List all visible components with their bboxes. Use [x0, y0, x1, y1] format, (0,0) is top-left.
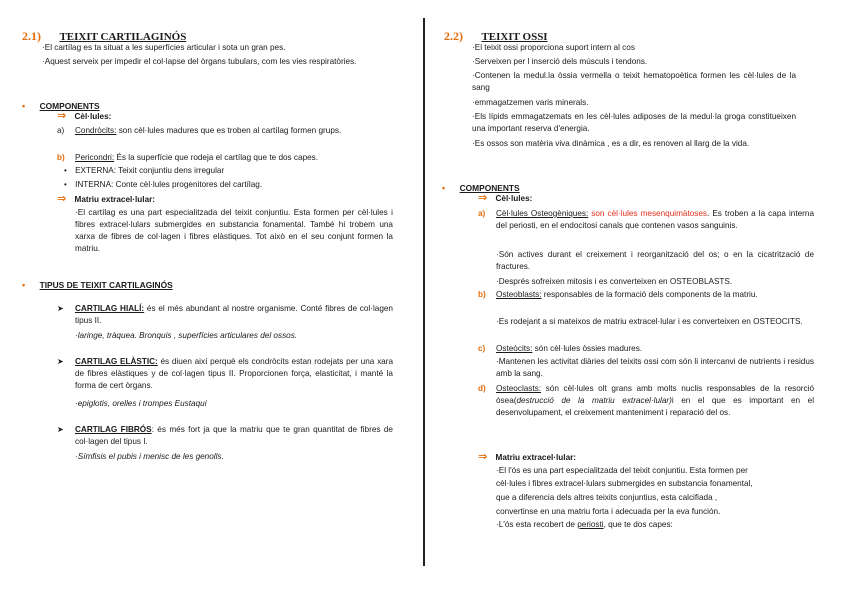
letter-c: c): [478, 344, 486, 353]
layer-item: • INTERNA: Conte cèl·lules progenitores del cartílag.: [64, 180, 263, 189]
intro-line: ·Serveixen per l inserció dels músculs i tendons.: [472, 57, 648, 66]
matrix-text: ·El cartílag es una part especialitzada del teixit conjuntiu. Esta formen per cèl·lules i fibres extracel·lulars submergides en substancia fonamental. També hi trobem una xarxa de fibres de col·lagen i fibres elàstiques. Tot això en el seu conjunt formen la matriu.: [75, 208, 393, 253]
section-number: 2.1): [22, 29, 41, 43]
cells-heading: ⇒ Cèl·lules:: [57, 110, 112, 122]
bullet-dot-icon: •: [442, 183, 446, 193]
arrow-right-icon: ⇒: [57, 193, 67, 205]
osteogenic-extra: ·Són actives durant el creixement i reorganització del os; o en la cicatrització de fractures.: [496, 250, 814, 271]
bullet-dot-icon: •: [22, 101, 26, 111]
arrow-right-icon: ⇒: [478, 192, 488, 204]
triangle-bullet-icon: ➤: [57, 357, 64, 366]
hyaline-cartilage: CARTILAG HIALÍ: és el més abundant al nostre organisme. Conté fibres de col·lagen tipus II.: [75, 304, 393, 325]
osteocits-extra: ·Mantenen les activitat diàries del teixits ossi com són li intercanvi de nutrients i residus amb la sang.: [496, 357, 814, 378]
matrix-line: ·El l'ós es una part especialitzada del teixit conjuntiu. Esta formen per: [496, 466, 748, 475]
osteoblasts-item: Osteoblasts: responsables de la formació dels components de la matriu.: [496, 290, 758, 299]
components-heading: • COMPONENTS: [442, 183, 520, 193]
types-heading: • TIPUS DE TEIXIT CARTILAGINÓS: [22, 280, 173, 290]
triangle-bullet-icon: ➤: [57, 304, 64, 313]
examples: ·Símfisis el pubis i menisc de les genolls.: [75, 452, 224, 461]
section-number: 2.2): [444, 29, 463, 43]
matrix-heading: ⇒ Matriu extracel·lular:: [478, 451, 577, 463]
letter-d: d): [478, 384, 486, 393]
letter-a: a): [57, 126, 65, 135]
intro-line: ·El teixit ossi proporciona suport intern al cos: [472, 43, 635, 52]
condrocits-item: Condròcits: son cèl·lules madures que es troben al cartílag formen grups.: [75, 126, 342, 135]
periosti-line: ·L'ós esta recobert de periosti, que te dos capes:: [496, 520, 673, 529]
osteogenic-extra: ·Després sofreixen mitosis i es converteixen en OSTEOBLASTS.: [496, 277, 733, 286]
matrix-line: convertinse en una matriu forta i adecuada per la eva función.: [496, 507, 721, 516]
section-title: TEIXIT OSSI: [481, 31, 548, 43]
examples: ·epiglotis, orelles i trompes Eustaqui: [75, 399, 207, 408]
intro-line: ·El cartílag es ta situat a les superfícies articular i sota un gran pes.: [42, 43, 286, 52]
fibrous-cartilage: CARTILAG FIBRÓS: és més fort ja que la matriu que te gran quantitat de fibres de col·lagen del tipus I.: [75, 425, 393, 446]
matrix-line: que a diferencia dels altres teixits conjuntius, esta calcifiada ,: [496, 493, 718, 502]
letter-a: a): [478, 209, 486, 218]
osteoblasts-extra: ·Es rodejant a si mateixos de matriu extracel·lular i es converteixen en OSTEOCITS.: [496, 317, 803, 326]
matrix-line: cèl·lules i fibres extracel·lulars submergides en substancia fonamental,: [496, 479, 753, 488]
components-heading: • COMPONENTS: [22, 101, 100, 111]
bullet-icon: •: [64, 166, 67, 175]
intro-line: ·Aquest serveix per impedir el col·lapse del òrgans tubulars, com les vies respiratòries.: [42, 57, 357, 66]
arrow-right-icon: ⇒: [478, 451, 488, 463]
section-title: TEIXIT CARTILAGINÓS: [59, 31, 187, 43]
letter-b: b): [57, 153, 65, 162]
cells-heading: ⇒ Cèl·lules:: [478, 192, 533, 204]
osteogenic-cells: Cèl·lules Osteogèniques: son cèl·lules mesenquimàtoses. Es troben a la capa interna del periosti, en el endocitosi canals que contenen vasos sanguinis.: [496, 209, 814, 230]
intro-line: ·Es ossos son matèria viva dinàmica , es a dir, es renoven al llarg de la vida.: [472, 139, 750, 148]
bullet-dot-icon: •: [22, 280, 26, 290]
column-divider: [423, 18, 425, 566]
examples: ·laringe, tràquea. Bronquis , superfícies articulares del ossos.: [75, 331, 298, 340]
bullet-icon: •: [64, 180, 67, 189]
osteocits-item: Osteòcits: són cèl·lules òssies madures.: [496, 344, 643, 353]
elastic-cartilage: CARTILAG ELÀSTIC: és diuen així perquè els condròcits estan rodejats per una xara de fibres elàstiques y de col·lagen tipus II. Proporcionen força, elasticitat, i manté la forma de cert òrgans.: [75, 357, 393, 390]
intro-line: ·Els lípids emmagatzemats en les cèl·lules adiposes de la medul·la groga constitueixen una important reserva d'energia.: [472, 112, 796, 133]
intro-line: ·emmagatzemen varis minerals.: [472, 98, 589, 107]
pericondri-item: Pericondri: És la superfície que rodeja el cartílag que te dos capes.: [75, 153, 319, 162]
arrow-right-icon: ⇒: [57, 110, 67, 122]
intro-line: ·Contenen la medul.la òssia vermella o teixit hematopoètica formen les cèl·lules de la sang: [472, 71, 796, 92]
letter-b: b): [478, 290, 486, 299]
matrix-heading: ⇒ Matriu extracel·lular:: [57, 193, 156, 205]
osteoclasts-item: Osteoclasts: són cèl·lules olt grans amb molts nuclis responsables de la resorció ósea(destrucció de la matriu extracel·lular)i en el que es important en el desenvolupament, el creixement manteniment i reparació del os.: [496, 384, 815, 417]
layer-item: • EXTERNA: Teixit conjuntiu dens irregular: [64, 166, 225, 175]
triangle-bullet-icon: ➤: [57, 425, 64, 434]
